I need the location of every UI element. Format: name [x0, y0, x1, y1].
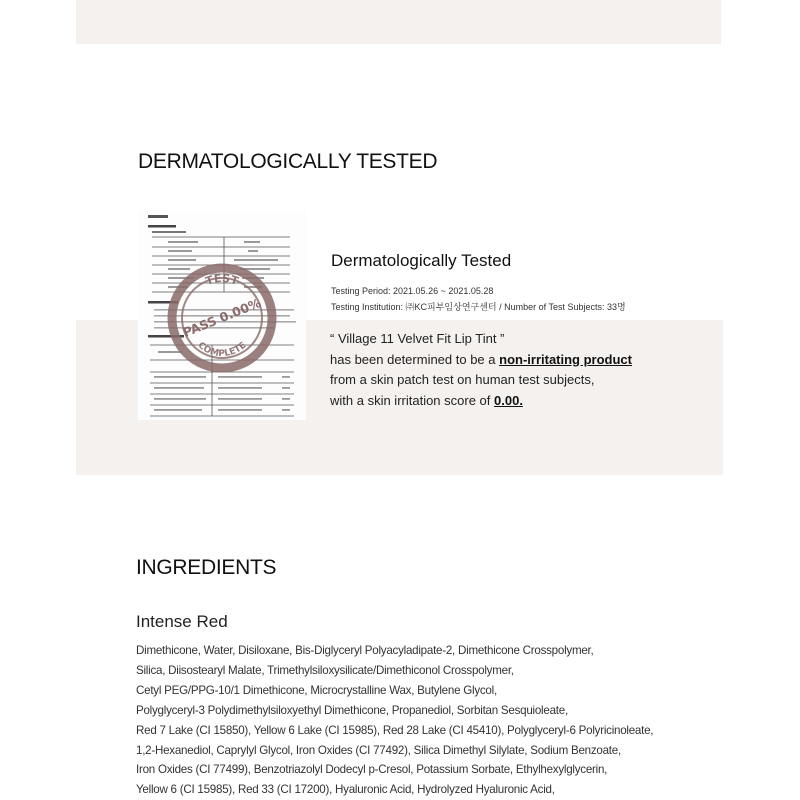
ingredient-line: Polyglyceryl-3 Polydimethylsiloxyethyl Dimethicone, Propanediol, Sorbitan Sesquioleate, — [136, 703, 568, 717]
statement-score-prefix: with a skin irritation score of — [330, 392, 495, 408]
statement-line-product: “ Village 11 Velvet Fit Lip Tint ” — [330, 331, 505, 346]
pass-stamp-icon — [138, 210, 306, 420]
testing-period: Testing Period: 2021.05.26 ~ 2021.05.28 — [331, 286, 494, 296]
dermatology-title: Dermatologically Tested — [331, 251, 512, 270]
ingredient-line: Iron Oxides (CI 77499), Benzotriazolyl Dodecyl p-Cresol, Potassium Sorbate, Ethylhexylglycerin, — [136, 763, 608, 777]
ingredient-line: Yellow 6 (CI 15985), Red 33 (CI 17200), Hyaluronic Acid, Hydrolyzed Hyaluronic Acid, — [136, 783, 555, 797]
ingredient-line: Red 7 Lake (CI 15850), Yellow 6 Lake (CI 15985), Red 28 Lake (CI 45410), Polyglyceryl-6 Polyricinoleate, — [136, 723, 654, 737]
ingredient-line: Cetyl PEG/PPG-10/1 Dimethicone, Microcrystalline Wax, Butylene Glycol, — [136, 683, 497, 697]
ingredient-list — [136, 641, 696, 800]
non-irritating-emphasis: non-irritating product — [499, 351, 632, 367]
svg-text:TEST — [204, 272, 240, 288]
statement-line-result — [330, 350, 632, 371]
stamp-bottom-text: COMPLETE — [195, 340, 249, 360]
ingredient-line: Silica, Diisostearyl Malate, Trimethylsiloxysilicate/Dimethiconol Crosspolymer, — [136, 663, 514, 677]
statement-line-method: from a skin patch test on human test subjects, — [330, 372, 595, 387]
dermatology-section-heading: DERMATOLOGICALLY TESTED — [138, 150, 438, 173]
svg-text:COMPLETE — [196, 341, 249, 359]
ingredient-line: Dimethicone, Water, Disiloxane, Bis-Diglyceryl Polyacyladipate-2, Dimethicone Crosspolymer, — [136, 644, 594, 657]
ingredients-section-heading: INGREDIENTS — [136, 556, 277, 579]
statement-line-score — [330, 391, 632, 412]
ingredients-variant-title: Intense Red — [136, 612, 228, 631]
top-background-band — [76, 0, 721, 44]
test-result-statement — [330, 329, 632, 411]
stamp-top-text: TEST — [204, 271, 240, 288]
testing-institution: Testing Institution: ㈜KC피부임상연구센터 / Number of Test Subjects: 33명 — [331, 302, 626, 312]
ingredient-line: 1,2-Hexanediol, Caprylyl Glycol, Iron Oxides (CI 77492), Silica Dimethyl Silylate, Sodium Benzoate, — [136, 743, 621, 757]
irritation-score-emphasis: 0.00. — [494, 392, 523, 408]
statement-result-prefix: has been determined to be a — [330, 351, 500, 367]
test-certificate-image — [138, 210, 306, 420]
stamp-center-text: PASS 0.00% — [180, 295, 264, 341]
